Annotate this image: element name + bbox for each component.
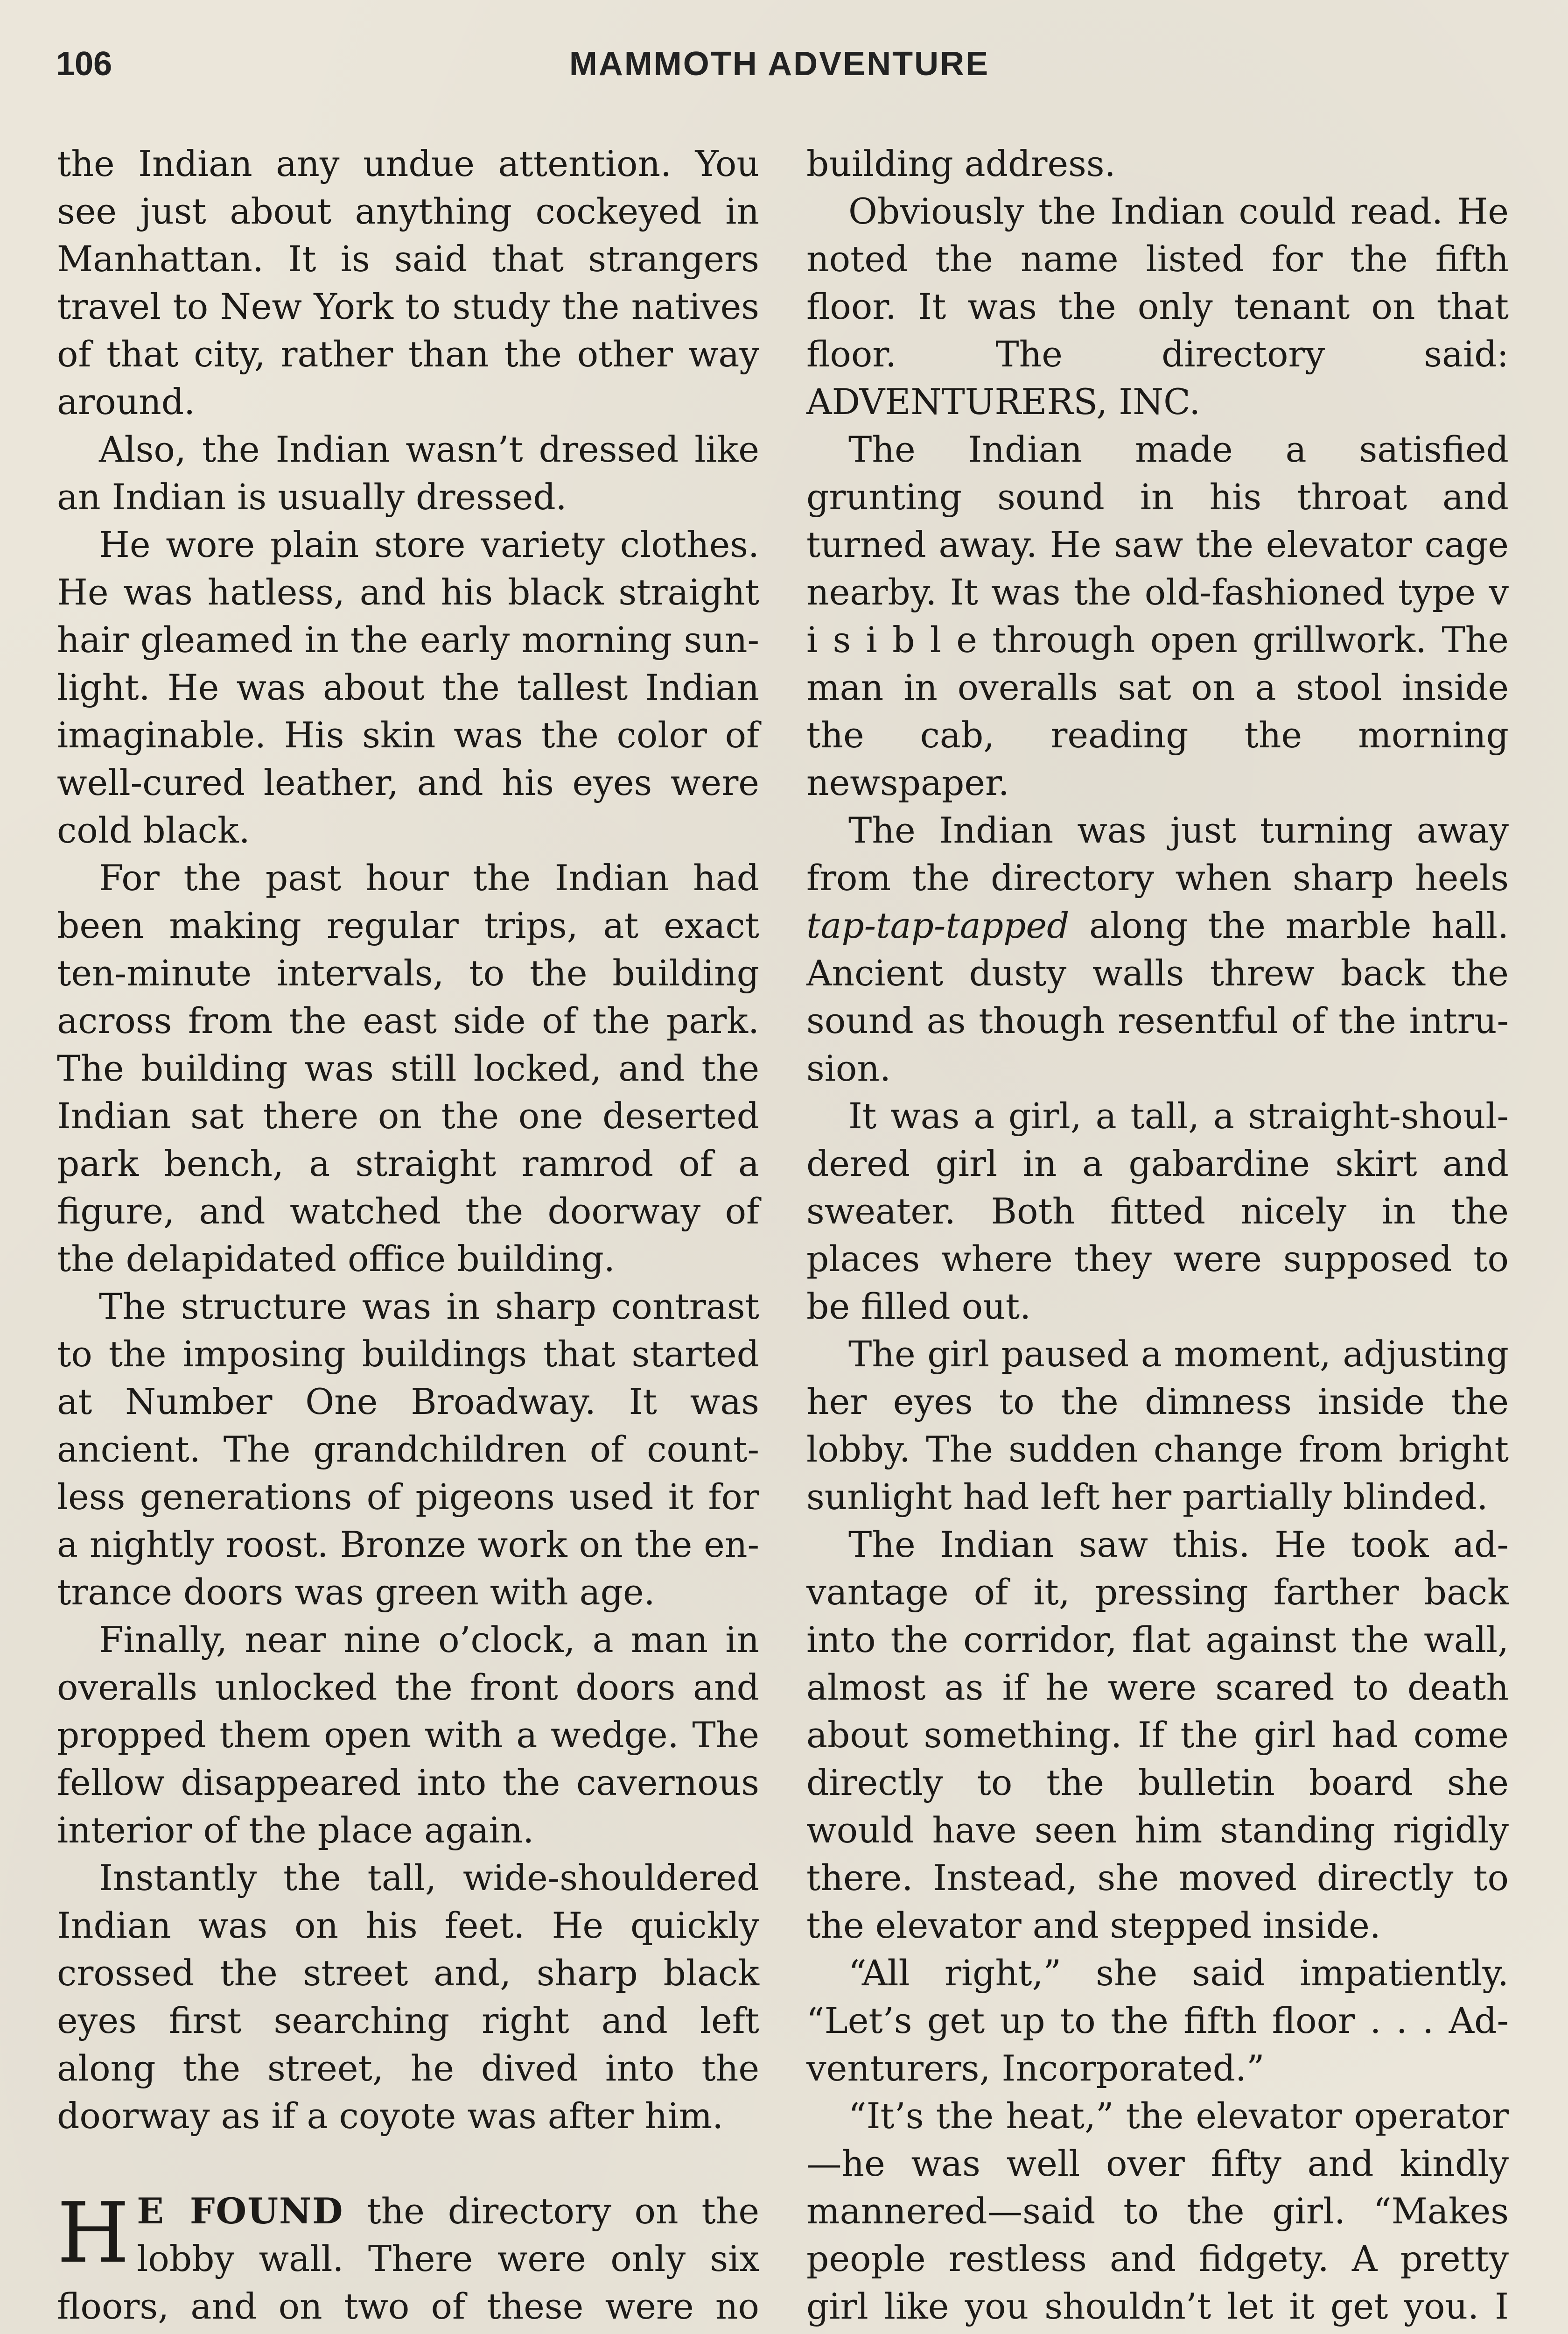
paragraph: He wore plain store variety clothes. He was hatless, and his black straight hair gleamed in the early morning sunlight. He was about the tallest Indian imaginable. His skin was the color of well-cured leather, and his eyes were cold black. <box>57 524 759 851</box>
paragraph: The Indian made a satisfied grunting sound in his throat and turned away. He saw the elevator cage nearby. It was the old-fashioned type v i s i b l e through open grillwork. The man in overalls sat on a stool inside the cab, reading the morning newspaper. <box>806 429 1509 803</box>
paragraph: Instantly the tall, wide-shouldered Indian was on his feet. He quickly crossed the street and, sharp black eyes first searching right and left along the street, he dived into the doorway as if a coyote was after him. <box>57 1857 759 2137</box>
paragraph: The structure was in sharp contrast to the imposing buildings that started at Number One Broadway. It was ancient. The grandchildren of countless generations of pigeons used it for a nightly roost. Bronze work on the entrance doors was green with age. <box>57 1286 759 1613</box>
drop-cap: H <box>57 2185 130 2281</box>
paragraph: It was a girl, a tall, a straight-shouldered girl in a gabardine skirt and sweater. Both fitted nicely in the places where they were supposed to be filled out. <box>806 1096 1509 1327</box>
paragraph: “All right,” she said impatiently. “Let’s get up to the fifth floor . . . Adventurers, Incorporated.” <box>806 1953 1509 2089</box>
paragraph-text: along the marble hall. Ancient dusty walls threw back the sound as though resentful of the intrusion. <box>806 905 1509 1089</box>
section-opening-paragraph <box>57 2187 759 2334</box>
italic-text: tap-tap-tapped <box>806 905 1070 946</box>
paragraph <box>806 807 1509 1092</box>
paragraph: For the past hour the Indian had been making regular trips, at exact ten-minute intervals, to the building across from the east side of the park. The building was still locked, and the Indian sat there on the one deserted park bench, a straight ramrod of a figure, and watched the doorway of the delapidated office building. <box>57 858 759 1279</box>
right-column <box>806 140 1509 2334</box>
paragraph: Finally, near nine o’clock, a man in overalls unlocked the front doors and propped them open with a wedge. The fellow disappeared into the cavernous interior of the place again. <box>57 1619 759 1851</box>
paragraph: Obviously the Indian could read. He noted the name listed for the fifth floor. It was the only tenant on that floor. The directory said: ADVENTURERS, INC. <box>806 191 1509 422</box>
paragraph: Also, the Indian wasn’t dressed like an Indian is usually dressed. <box>57 429 759 518</box>
paragraph-text: The Indian was just turning away from the directory when sharp heels <box>806 810 1509 899</box>
paragraph: building address. <box>806 143 1116 184</box>
paragraph: the Indian any undue attention. You see just about anything cockeyed in Manhattan. It is said that strangers travel to New York to study the natives of that city, rather than the other way around. <box>57 143 759 422</box>
page-header <box>56 45 1503 96</box>
running-title: MAMMOTH ADVENTURE <box>569 45 990 83</box>
section-lead-in: E FOUND <box>137 2190 344 2232</box>
paragraph-text: the directory on the lobby wall. There were only six floors, and on two of these were no <box>57 2191 759 2327</box>
left-column <box>57 140 759 2334</box>
paragraph: The girl paused a moment, adjusting her eyes to the dimness inside the lobby. The sudden change from bright sunlight had left her partially blinded. <box>806 1334 1509 1518</box>
paragraph: “It’s the heat,” the elevator operator —he was well over fifty and kindly mannered—said to the girl. “Makes people restless and fidgety. A pretty girl like you shouldn’t let it get you. I <box>806 2095 1509 2327</box>
page-number: 106 <box>56 45 112 83</box>
paragraph: The Indian saw this. He took advantage of it, pressing farther back into the corridor, flat against the wall, almost as if he were scared to death about something. If the girl had come directly to the bulletin board she would have seen him standing rigidly there. Instead, she moved directly to the elevator and stepped inside. <box>806 1524 1509 1946</box>
